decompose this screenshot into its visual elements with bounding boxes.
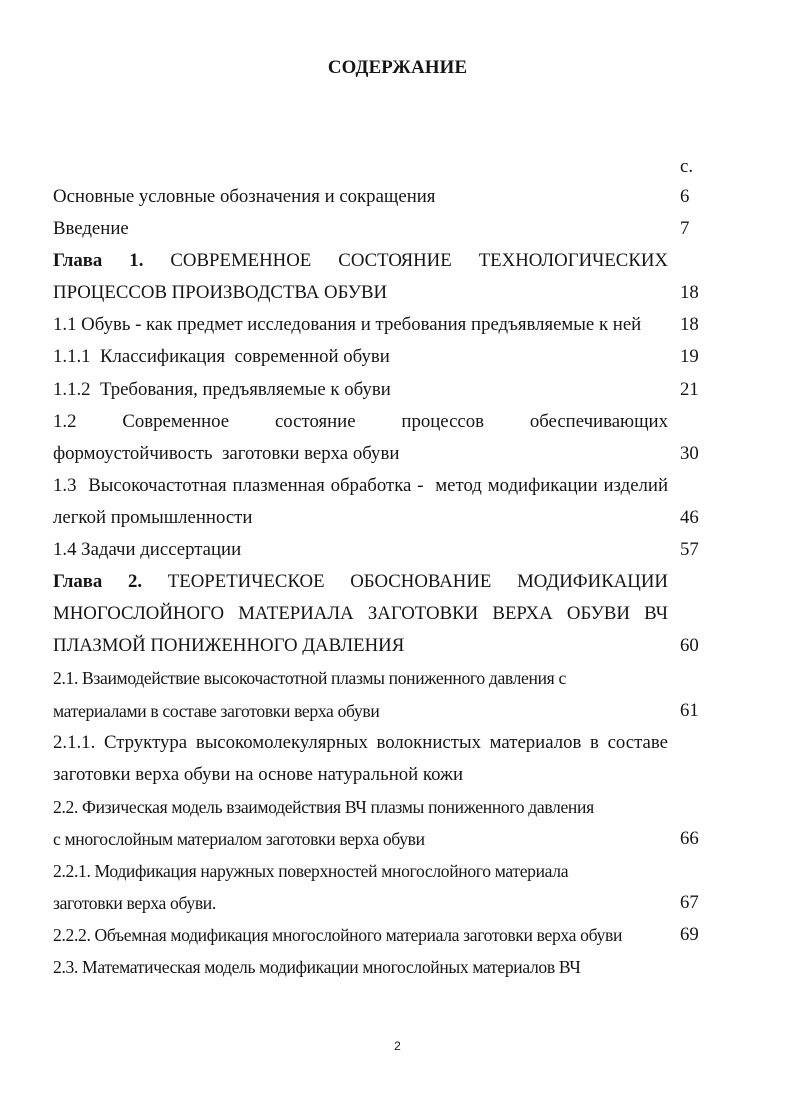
toc-entry-1-4: [53, 534, 723, 566]
toc-line: [53, 598, 723, 630]
entry-text: [53, 566, 668, 598]
entry-text: заготовки верха обуви на основе натуральной кожи: [53, 763, 464, 785]
entry-text: ПРОЦЕССОВ ПРОИЗВОДСТВА ОБУВИ: [53, 282, 388, 304]
chapter-title: ТЕОРЕТИЧЕСКОЕ ОБОСНОВАНИЕ МОДИФИКАЦИИ: [167, 571, 668, 593]
toc-entry-1-3: [53, 470, 723, 534]
entry-page-number: 21: [680, 378, 699, 400]
toc-line: [53, 887, 723, 919]
toc-line: [53, 277, 723, 309]
toc-entry-1-1-2: [53, 374, 723, 406]
toc-line: [53, 406, 723, 438]
entry-text: [53, 245, 668, 277]
toc-line: [53, 502, 723, 534]
toc-line: [53, 309, 723, 341]
entry-page-number: [680, 791, 720, 823]
entry-page-number: 30: [680, 442, 699, 464]
toc-entry-1-2: [53, 406, 723, 470]
toc-line: [53, 213, 723, 245]
entry-text: Основные условные обозначения и сокращения: [53, 186, 436, 207]
entry-text: ПЛАЗМОЙ ПОНИЖЕННОГО ДАВЛЕНИЯ: [53, 635, 405, 657]
page-title: СОДЕРЖАНИЕ: [327, 57, 468, 78]
toc-entry-2-1-1: [53, 727, 723, 791]
entry-page-number: 67: [680, 892, 699, 914]
toc-entry-1-1-1: [53, 341, 723, 373]
entry-page-number: [680, 245, 720, 277]
chapter-label: Глава 2.: [53, 571, 143, 593]
toc-line: [53, 695, 723, 727]
entry-page-number: [680, 759, 720, 791]
entry-text: 2.1. Взаимодействие высокочастотной плазмы пониженного давления с: [53, 668, 566, 689]
toc-line: [53, 791, 723, 823]
entry-page-number: 18: [680, 314, 699, 336]
page-number-footer: 2: [394, 1039, 401, 1053]
entry-page-number: [680, 566, 720, 598]
entry-page-number: 7: [680, 218, 690, 240]
entry-page-number: [680, 727, 720, 759]
toc-line: [53, 951, 723, 983]
entry-text: 1.1 Обувь - как предмет исследования и требования предъявляемые к ней: [53, 314, 642, 336]
entry-page-number: [680, 470, 720, 502]
toc-line: [53, 630, 723, 662]
entry-page-number: [680, 598, 720, 630]
toc-entry-introduction: [53, 213, 723, 245]
entry-page-number: [680, 855, 720, 887]
toc-line: [53, 534, 723, 566]
toc-line: [53, 438, 723, 470]
toc-line: [53, 181, 723, 213]
entry-text: 1.2 Современное состояние процессов обеспечивающих: [53, 410, 668, 432]
toc-line: [53, 662, 723, 694]
entry-text: с многослойным материалом заготовки верха обуви: [53, 828, 425, 849]
toc-line: [53, 759, 723, 791]
entry-text: 1.1.2 Требования, предъявляемые к обуви: [53, 378, 391, 400]
entry-page-number: 60: [680, 635, 699, 657]
toc-entry-2-3: [53, 951, 723, 983]
entry-text: материалами в составе заготовки верха обуви: [53, 700, 380, 721]
chapter-label: Глава 1.: [53, 250, 144, 272]
toc-line: [53, 823, 723, 855]
entry-page-number: 61: [680, 699, 699, 721]
entry-page-number: [680, 662, 720, 694]
entry-text: 1.3 Высокочастотная плазменная обработка - метод модификации изделий: [53, 474, 668, 496]
entry-page-number: 19: [680, 346, 699, 368]
toc-entry-abbreviations: [53, 181, 723, 213]
entry-page-number: 66: [680, 827, 699, 849]
entry-page-number: [680, 406, 720, 438]
toc-entry-2-2-2: [53, 919, 723, 951]
toc-entry-2-2-1: [53, 855, 723, 919]
toc-line: [53, 566, 723, 598]
toc-entry-2-2: [53, 791, 723, 855]
toc-line: [53, 374, 723, 406]
toc-line: [53, 855, 723, 887]
entry-text: 1.1.1 Классификация современной обуви: [53, 346, 390, 368]
toc-entry-2-1: [53, 662, 723, 726]
entry-text: заготовки верха обуви.: [53, 893, 216, 914]
entry-page-number: 69: [680, 924, 699, 946]
toc-line: [53, 245, 723, 277]
toc-line: [53, 919, 723, 951]
entry-page-number: [680, 951, 720, 983]
toc-entry-chapter-2: [53, 566, 723, 662]
page-column-label: с.: [680, 156, 694, 177]
toc-entry-1-1: [53, 309, 723, 341]
table-of-contents: [53, 181, 723, 983]
entry-text: легкой промышленности: [53, 506, 253, 528]
entry-text: Введение: [53, 218, 129, 240]
entry-text: 2.2. Физическая модель взаимодействия ВЧ плазмы пониженного давления: [53, 796, 594, 817]
entry-text: 2.2.2. Объемная модификация многослойного материала заготовки верха обуви: [53, 925, 623, 946]
entry-text: формоустойчивость заготовки верха обуви: [53, 442, 400, 464]
entry-page-number: 57: [680, 539, 699, 561]
toc-line: [53, 727, 723, 759]
toc-entry-chapter-1: [53, 245, 723, 309]
toc-line: [53, 341, 723, 373]
entry-text: 2.2.1. Модификация наружных поверхностей многослойного материала: [53, 860, 569, 881]
entry-page-number: 46: [680, 506, 699, 528]
entry-page-number: 18: [680, 282, 699, 304]
toc-line: [53, 470, 723, 502]
chapter-title: СОВРЕМЕННОЕ СОСТОЯНИЕ ТЕХНОЛОГИЧЕСКИХ: [170, 250, 668, 272]
entry-text: 2.1.1. Структура высокомолекулярных волокнистых материалов в составе: [53, 731, 668, 753]
entry-text: 2.3. Математическая модель модификации многослойных материалов ВЧ: [53, 957, 581, 978]
entry-text: 1.4 Задачи диссертации: [53, 539, 242, 561]
entry-page-number: 6: [680, 186, 690, 207]
entry-text: МНОГОСЛОЙНОГО МАТЕРИАЛА ЗАГОТОВКИ ВЕРХА ОБУВИ ВЧ: [53, 603, 668, 625]
